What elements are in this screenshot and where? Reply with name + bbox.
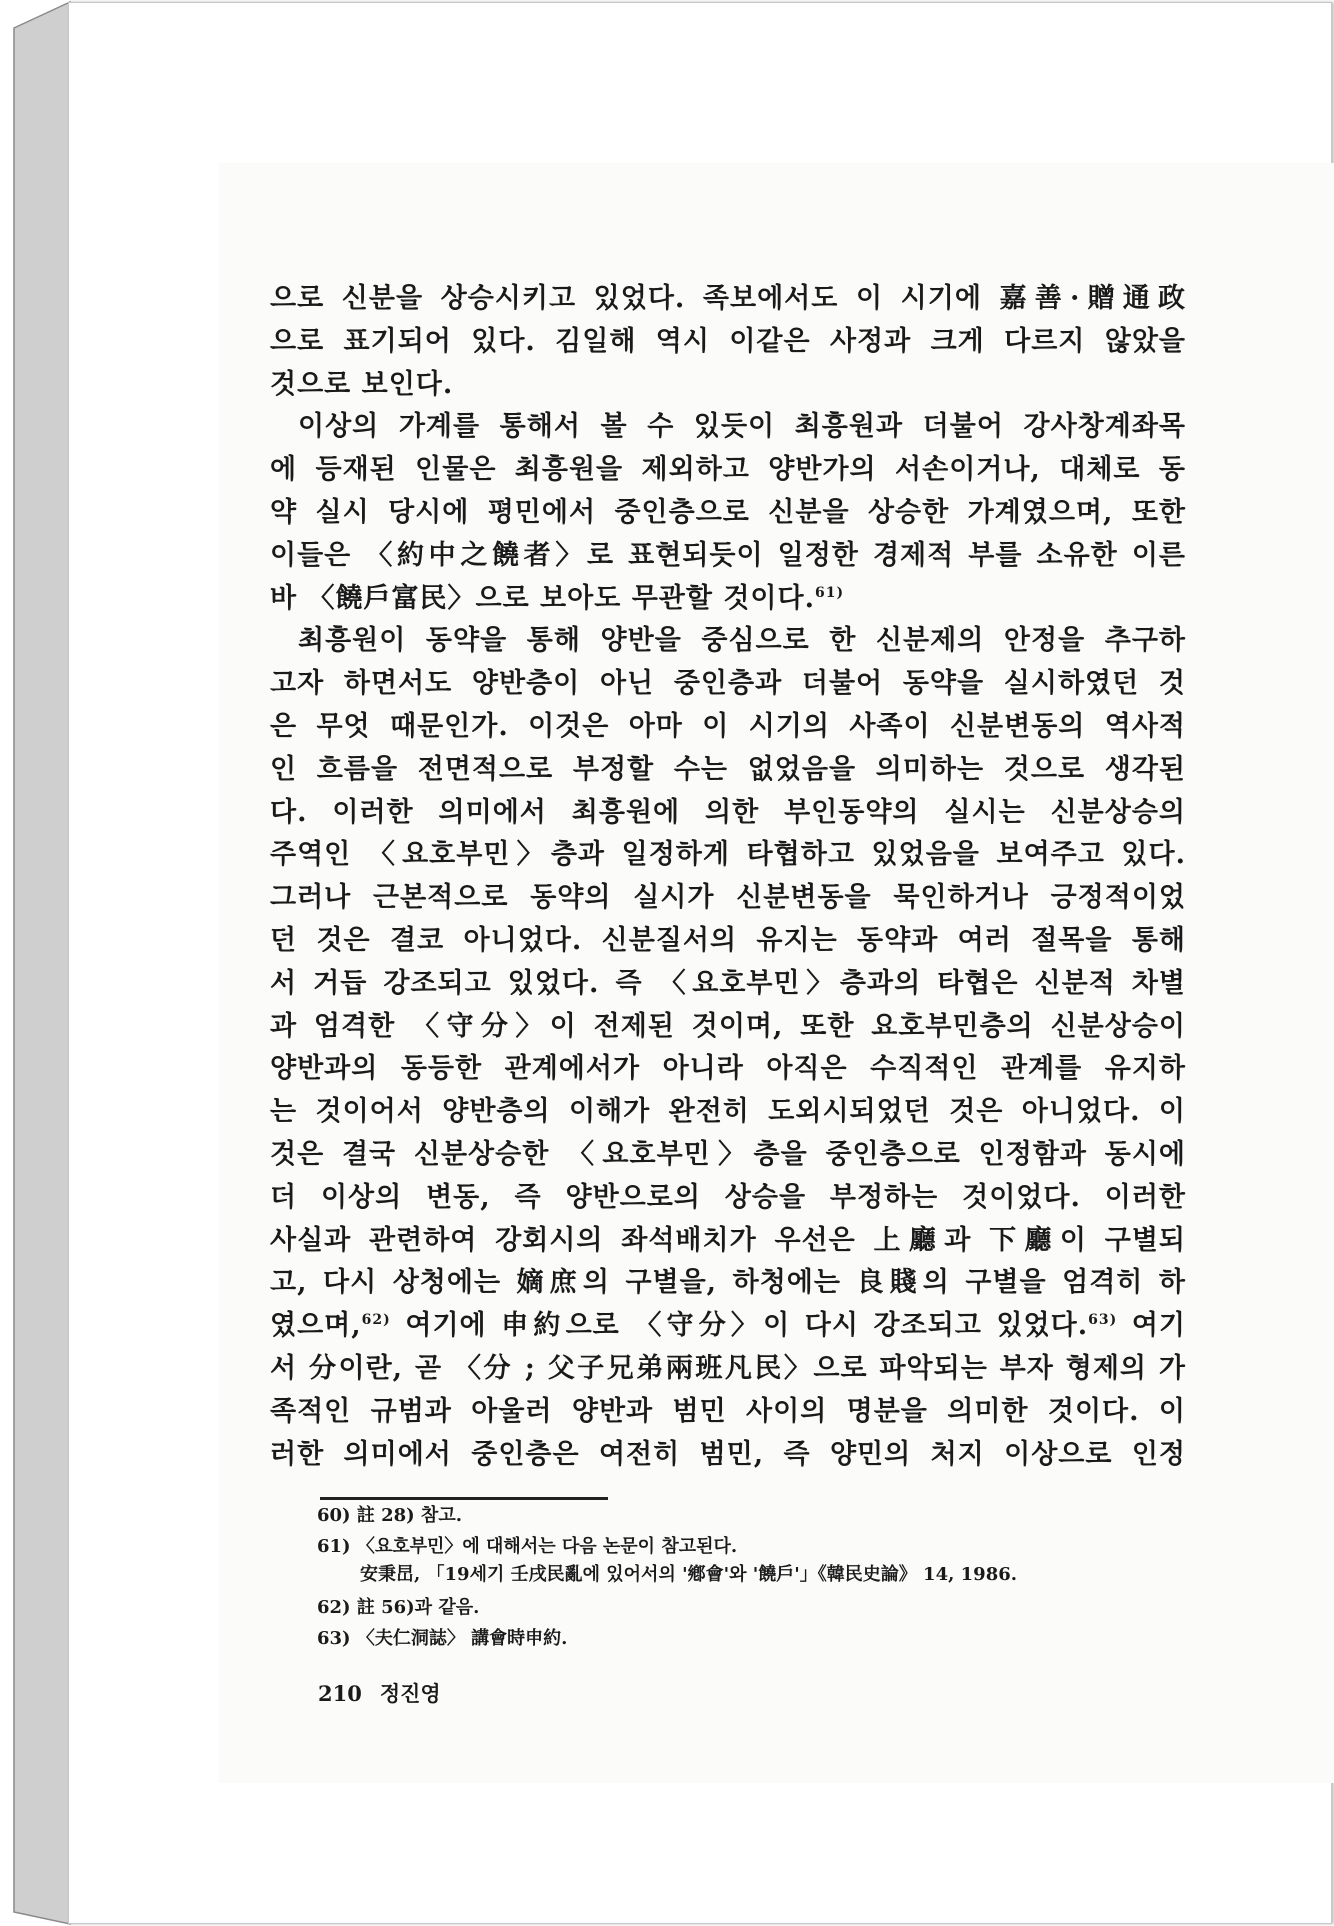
running-author: 정진영	[379, 1681, 441, 1706]
text-segment: 최흥원이 동약을 통해 양반을 중심으로 한 신분제의 안정을 추구하	[298, 625, 1186, 657]
text-segment: 과 엄격한 〈守分〉이 전제된 것이며, 또한 요호부민층의 신분상승이	[270, 1010, 1186, 1042]
footnote: 60) 註 28) 참고.	[317, 1505, 462, 1526]
text-line	[270, 753, 1186, 787]
text-line	[270, 838, 1186, 872]
footnote: 61) 〈요호부민〉에 대해서는 다음 논문이 참고된다.	[317, 1536, 738, 1557]
text-segment: 이상의 가계를 통해서 볼 수 있듯이 최흥원과 더불어 강사창계좌목	[298, 411, 1186, 443]
text-segment: 여기에 申約으로 〈守分〉이 다시 강조되고 있었다.	[390, 1310, 1089, 1342]
page-number: 210	[318, 1681, 362, 1706]
footnote-marker: 63)	[1088, 1312, 1118, 1329]
text-line	[270, 796, 1186, 830]
text-line	[270, 496, 1186, 530]
text-line	[270, 1438, 1186, 1472]
text-segment: 에 등재된 인물은 최흥원을 제외하고 양반가의 서손이거나, 대체로 동	[270, 454, 1186, 486]
text-line	[270, 1010, 1186, 1044]
text-segment: 주역인 〈요호부민〉층과 일정하게 타협하고 있었음을 보여주고 있다.	[270, 839, 1186, 871]
text-line	[270, 624, 1186, 658]
text-line	[270, 282, 1186, 316]
text-segment: 였으며,	[270, 1310, 362, 1342]
text-line	[270, 410, 1186, 444]
text-segment: 사실과 관련하여 강회시의 좌석배치가 우선은 上廳과 下廳이 구별되	[270, 1224, 1186, 1256]
footnote-marker: 61)	[814, 584, 845, 601]
text-segment: 서 거듭 강조되고 있었다. 즉 〈요호부민〉층과의 타협은 신분적 차별	[270, 967, 1186, 999]
text-line	[270, 1138, 1186, 1172]
text-line	[270, 1095, 1186, 1129]
footnote: 63) 〈夫仁洞誌〉 講會時申約.	[317, 1628, 568, 1649]
text-segment: 그러나 근본적으로 동약의 실시가 신분변동을 묵인하거나 긍정적이었	[270, 882, 1186, 914]
text-line	[270, 924, 1186, 958]
text-segment: 고자 하면서도 양반층이 아닌 중인층과 더불어 동약을 실시하였던 것	[270, 668, 1186, 700]
text-line	[270, 325, 1186, 359]
footnote: 62) 註 56)과 같음.	[317, 1597, 480, 1618]
footnote: 安秉旵, 「19세기 壬戌民亂에 있어서의 '鄕會'와 '饒戶'」《韓民史論》 14, 1986.	[360, 1564, 1018, 1585]
text-segment: 양반과의 동등한 관계에서가 아니라 아직은 수직적인 관계를 유지하	[270, 1053, 1186, 1085]
text-segment: 던 것은 결코 아니었다. 신분질서의 유지는 동약과 여러 절목을 통해	[270, 925, 1186, 956]
text-line	[270, 710, 1186, 744]
text-segment: 고, 다시 상청에는 嫡庶의 구별을, 하청에는 良賤의 구별을 엄격히 하	[270, 1267, 1186, 1299]
text-segment: 인 흐름을 전면적으로 부정할 수는 없었음을 의미하는 것으로 생각된	[270, 753, 1186, 785]
text-segment: 이들은 〈約中之饒者〉로 표현되듯이 일정한 경제적 부를 소유한 이른	[270, 539, 1186, 571]
text-line	[270, 582, 1186, 616]
text-line	[270, 1181, 1186, 1215]
text-segment: 으로 신분을 상승시키고 있었다. 족보에서도 이 시기에 嘉善·贈通政	[270, 283, 1186, 314]
text-segment: 다. 이러한 의미에서 최흥원에 의한 부인동약의 실시는 신분상승의	[270, 796, 1186, 828]
text-segment: 는 것이어서 양반층의 이해가 완전히 도외시되었던 것은 아니었다. 이	[270, 1096, 1186, 1128]
text-line	[270, 1395, 1186, 1429]
text-line	[270, 368, 1186, 402]
page-footer	[318, 1678, 459, 1708]
text-segment: 약 실시 당시에 평민에서 중인층으로 신분을 상승한 가계였으며, 또한	[270, 497, 1186, 528]
text-segment: 것은 결국 신분상승한 〈요호부민〉층을 중인층으로 인정함과 동시에	[270, 1139, 1186, 1170]
text-line	[270, 1224, 1186, 1258]
text-segment: 은 무엇 때문인가. 이것은 아마 이 시기의 사족이 신분변동의 역사적	[270, 711, 1186, 742]
text-segment: 바 〈饒戶富民〉으로 보아도 무관할 것이다.	[270, 582, 815, 614]
footnote-divider	[320, 1497, 608, 1500]
text-line	[270, 1052, 1186, 1086]
text-line	[270, 1352, 1186, 1386]
text-segment: 것으로 보인다.	[270, 368, 454, 400]
footnote-marker: 62)	[361, 1312, 391, 1329]
text-segment: 여기	[1117, 1310, 1186, 1342]
text-segment: 서 分이란, 곧 〈分 ; 父子兄弟兩班凡民〉으로 파악되는 부자 형제의 가	[270, 1353, 1186, 1384]
text-line	[270, 1266, 1186, 1300]
text-line	[270, 453, 1186, 487]
text-segment: 더 이상의 변동, 즉 양반으로의 상승을 부정하는 것이었다. 이러한	[270, 1181, 1186, 1213]
text-line	[270, 967, 1186, 1001]
text-segment: 으로 표기되어 있다. 김일해 역시 이같은 사정과 크게 다르지 않았을	[270, 325, 1186, 357]
text-line	[270, 667, 1186, 701]
text-line	[270, 881, 1186, 915]
text-segment: 족적인 규범과 아울러 양반과 범민 사이의 명분을 의미한 것이다. 이	[270, 1395, 1186, 1427]
text-segment: 러한 의미에서 중인층은 여전히 범민, 즉 양민의 처지 이상으로 인정	[270, 1438, 1186, 1470]
text-line	[270, 1309, 1186, 1343]
text-line	[270, 539, 1186, 573]
